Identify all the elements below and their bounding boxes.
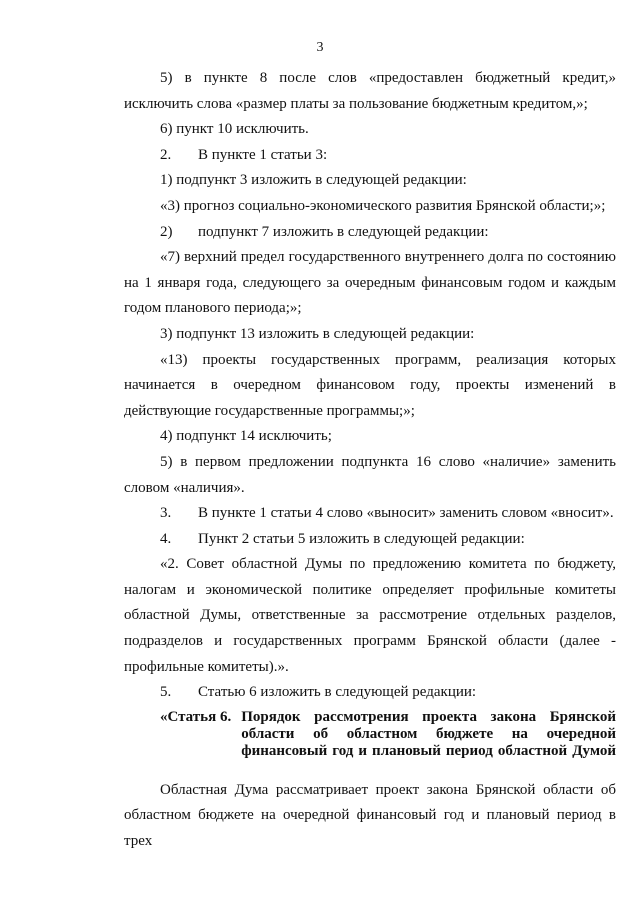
paragraph-quote-13: «13) проекты государственных программ, реализация которых начинается в очередном финансовом году, проекты изменений в действующие государственные программы;»; bbox=[124, 351, 616, 419]
paragraph-item-5: 5) в пункте 8 после слов «предоставлен бюджетный кредит,» исключить слова «размер платы за пользование бюджетным кредитом,»; bbox=[124, 70, 616, 112]
paragraph-quote-3: «3) прогноз социально-экономического развития Брянской области;»; bbox=[160, 197, 606, 214]
article-title-line: финансовый год и плановый период областной Думой bbox=[241, 742, 616, 759]
paragraph-closing: Областная Дума рассматривает проект закона Брянской области об областном бюджете на очередной финансовый год и плановый период в трех bbox=[124, 781, 616, 850]
document-body bbox=[124, 66, 616, 855]
page-number: 3 bbox=[316, 40, 324, 55]
point-number: 2) bbox=[160, 223, 173, 240]
paragraph-subitem-5: 5) в первом предложении подпункта 16 слово «наличие» заменить словом «наличия». bbox=[124, 453, 616, 496]
point-number: 5. bbox=[160, 684, 172, 701]
article-title-line: области об областном бюджете на очередной bbox=[241, 725, 616, 742]
point-text: Статью 6 изложить в следующей редакции: bbox=[198, 684, 477, 701]
paragraph-subitem-3: 3) подпункт 13 изложить в следующей редакции: bbox=[160, 325, 475, 342]
article-number: «Статья 6. bbox=[160, 708, 232, 725]
paragraph-point-2 bbox=[124, 143, 616, 169]
paragraph-point-4 bbox=[124, 527, 616, 553]
point-number: 2. bbox=[160, 146, 172, 163]
paragraph-quote-7: «7) верхний предел государственного внутреннего долга по состоянию на 1 января года, следующего за очередным финансовым годом и каждым годом планового периода;»; bbox=[124, 249, 616, 317]
point-text: Пункт 2 статьи 5 изложить в следующей редакции: bbox=[198, 530, 525, 547]
point-number: 3. bbox=[160, 505, 172, 522]
paragraph-subitem-2 bbox=[124, 220, 616, 246]
paragraph-item-6: 6) пункт 10 исключить. bbox=[160, 121, 309, 138]
article-title-line: Порядок рассмотрения проекта закона Брянской bbox=[241, 708, 616, 725]
point-text: В пункте 1 статьи 4 слово «выносит» заменить словом «вносит». bbox=[198, 505, 614, 522]
point-number: 4. bbox=[160, 530, 172, 547]
paragraph-point-3 bbox=[124, 501, 616, 527]
article-title bbox=[241, 709, 616, 760]
paragraph-subitem-1: 1) подпункт 3 изложить в следующей редакции: bbox=[160, 172, 467, 189]
point-text: подпункт 7 изложить в следующей редакции: bbox=[198, 223, 489, 240]
article-heading bbox=[124, 706, 616, 778]
paragraph-quote-council: «2. Совет областной Думы по предложению комитета по бюджету, налогам и экономической политике определяет профильные комитеты областной Думы, ответственные за рассмотрение отдельных разделов, подразделов и государственных программ Брянской области (далее - профильные комитеты).». bbox=[124, 556, 616, 675]
point-text: В пункте 1 статьи 3: bbox=[198, 146, 328, 163]
paragraph-subitem-4: 4) подпункт 14 исключить; bbox=[160, 428, 332, 445]
paragraph-point-5 bbox=[124, 680, 616, 706]
